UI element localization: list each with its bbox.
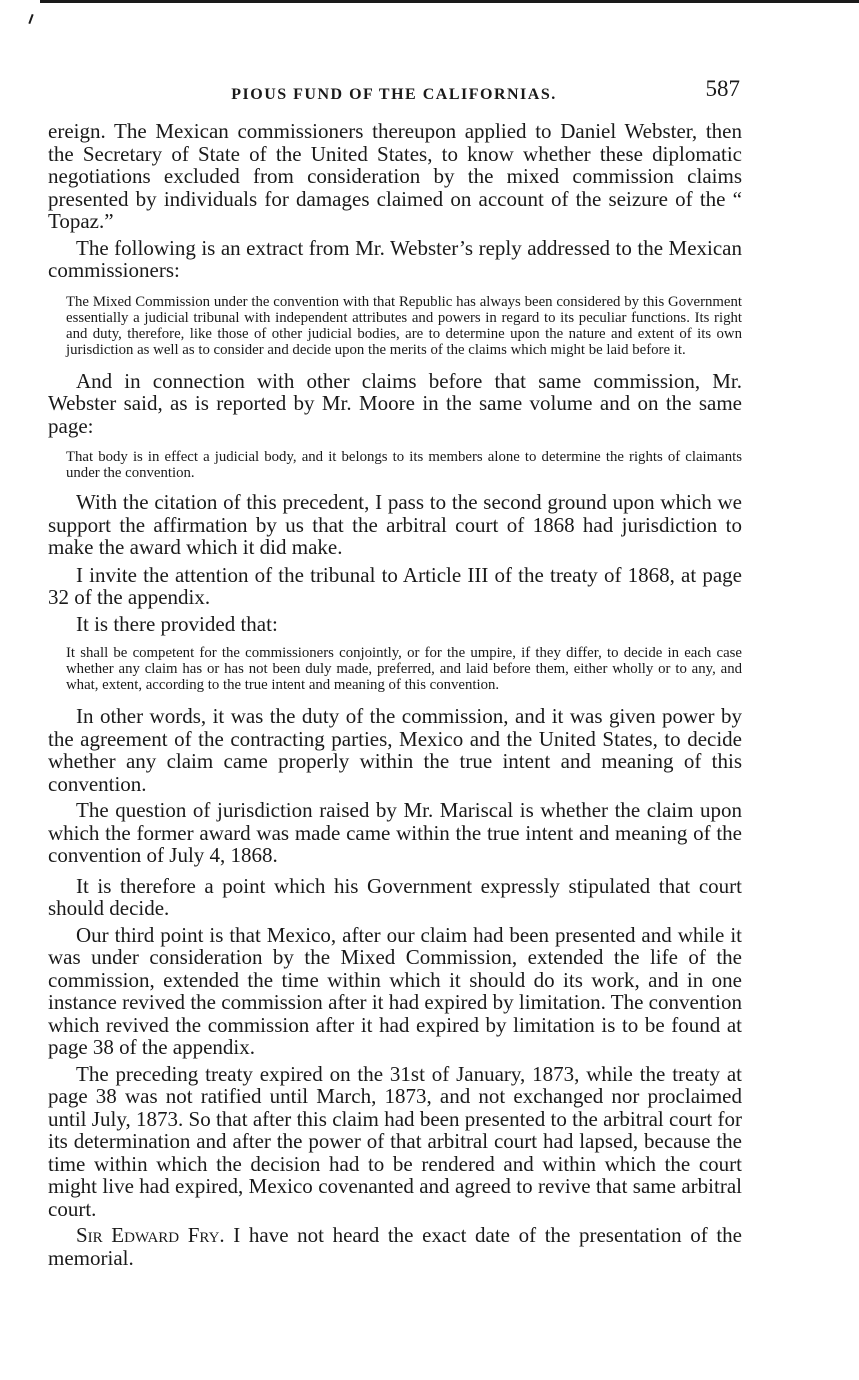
speaker-remark: I have not heard the exact date of the presentation of the memorial. xyxy=(48,1223,742,1270)
paragraph-other-claims: And in connection with other claims before that same commission, Mr. Webster said, as is reported by Mr. Moore in the same volume and on the same page: xyxy=(48,368,742,438)
paragraph-duty-of-commission: In other words, it was the duty of the commission, and it was given power by the agreement of the contracting parties, Mexico and the United States, to decide whether any claim came properly within the true intent and meaning of this convention. xyxy=(48,704,742,796)
top-edge-rule xyxy=(40,0,859,3)
block-quote-judicial-body: That body is in effect a judicial body, and it belongs to its members alone to determine the rights of claimants under the convention. xyxy=(66,449,742,481)
block-quote-mixed-commission: The Mixed Commission under the convention with that Republic has always been considered by this Government essentially a judicial tribunal with independent attributes and powers in regard to its peculiar functions. Its right and duty, therefore, like those of other judicial bodies, are to determine upon the nature and extent of its own jurisdiction as well as to consider and decide upon the merits of the claims which might be laid before it. xyxy=(66,293,742,358)
running-head xyxy=(48,76,740,108)
block-quote-competent: It shall be competent for the commissioners conjointly, or for the umpire, if they differ, to decide in each case whether any claim has or has not been duly made, preferred, and laid before them, either wholly or to any, and what, extent, according to the true intent and meaning of this convention. xyxy=(66,645,742,693)
paragraph-jurisdiction-question: The question of jurisdiction raised by Mr. Mariscal is whether the claim upon which the former award was made came within the true intent and meaning of the convention of July 4, 1868. xyxy=(48,798,742,867)
speaker-name: Sir Edward Fry. xyxy=(76,1223,225,1247)
running-title: PIOUS FUND OF THE CALIFORNIAS. xyxy=(231,86,557,103)
paragraph-provided-that: It is there provided that: xyxy=(76,611,278,636)
margin-mark xyxy=(28,14,33,24)
paragraph-point-stipulated: It is therefore a point which his Government expressly stipulated that court should decide. xyxy=(48,873,742,920)
paragraph-preceding-treaty: The preceding treaty expired on the 31st of January, 1873, while the treaty at page 38 was not ratified until March, 1873, and not exchanged nor proclaimed until July, 1873. So that after this claim had been presented to the arbitral court for its determination and after the power of that arbitral court had lapsed, because the time within which the decision had to be rendered and within which the court might live had expired, Mexico covenanted and agreed to revive that same arbitral court. xyxy=(48,1061,742,1221)
page-number: 587 xyxy=(705,76,740,101)
paragraph-second-ground: With the citation of this precedent, I pass to the second ground upon which we support the affirmation by us that the arbitral court of 1868 had jurisdiction to make the award which it did make. xyxy=(48,490,742,559)
paragraph-continuation: ereign. The Mexican commissioners thereupon applied to Daniel Webster, then the Secretary of State of the United States, to know whether these diplomatic negotiations excluded from consideration by the mixed commission claims presented by individuals for damages claimed on account of the seizure of the “ Topaz.” xyxy=(48,119,742,233)
paragraph-sir-edward-fry xyxy=(48,1224,742,1269)
paragraph-third-point: Our third point is that Mexico, after our claim had been presented and while it was under consideration by the Mixed Commission, extended the life of the commission, extended the time within which it should do its work, and in one instance revived the commission after it had expired by limitation. The convention which revived the commission after it had expired by limitation is to be found at page 38 of the appendix. xyxy=(48,922,742,1059)
page-body xyxy=(48,120,742,1269)
paragraph-webster-reply-intro: The following is an extract from Mr. Webster’s reply addressed to the Mexican commissioners: xyxy=(48,235,742,282)
paragraph-article-three: I invite the attention of the tribunal to Article III of the treaty of 1868, at page 32 of the appendix. xyxy=(48,562,742,609)
